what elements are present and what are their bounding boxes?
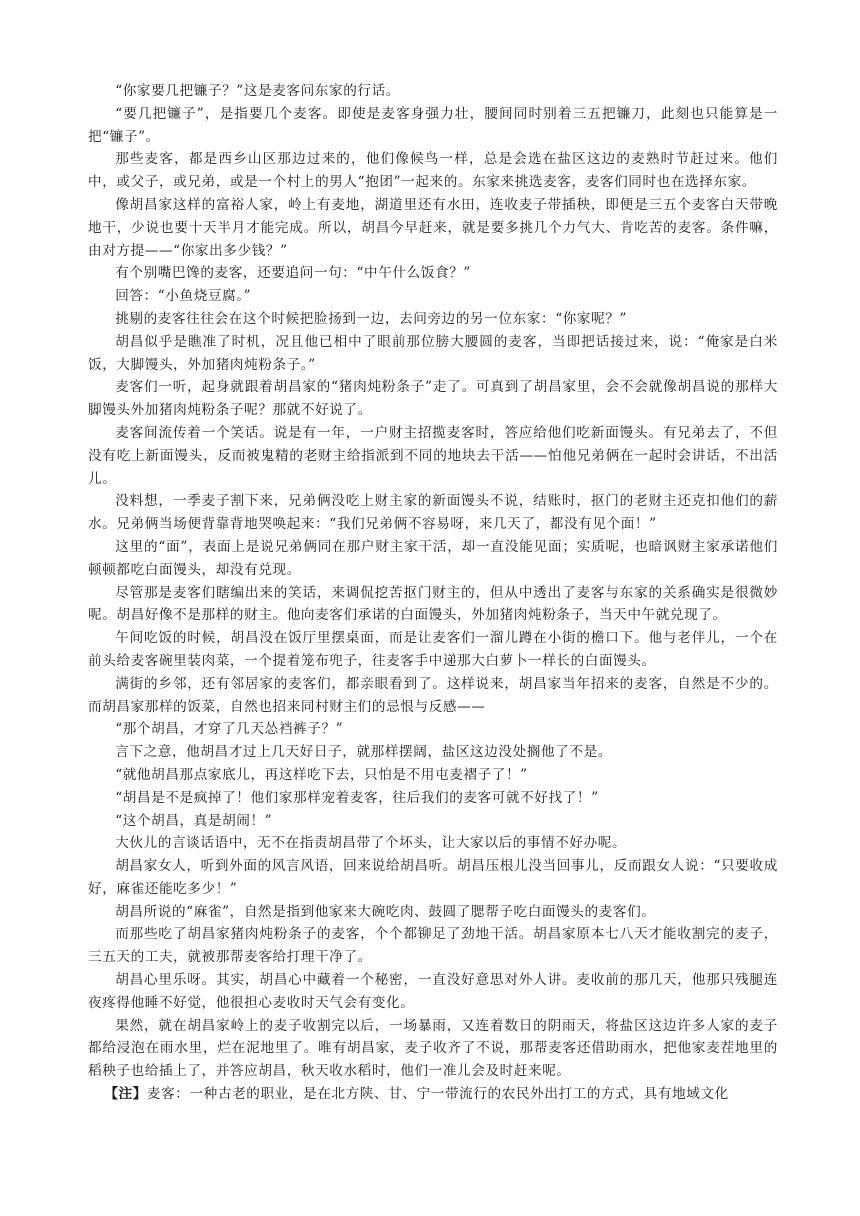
paragraph: 胡昌所说的“麻雀”，自然是指到他家来大碗吃肉、鼓圆了腮帮子吃白面馒头的麦客们。 xyxy=(115,903,656,920)
paragraph: 胡昌心里乐呀。其实，胡昌心中藏着一个秘密，一直没好意思对外人讲。麦收前的那几天，他那只残腿连夜疼得他睡不好觉，他很担心麦收时天气会有变化。 xyxy=(88,972,778,1011)
footnote xyxy=(88,1083,778,1106)
paragraph: 胡昌家女人，听到外面的风言风语，回来说给胡昌听。胡昌压根儿没当回事儿，反而跟女人说：“只要收成好，麻雀还能吃多少！” xyxy=(88,858,778,897)
paragraph: “就他胡昌那点家底儿，再这样吃下去，只怕是不用屯麦褶子了！” xyxy=(115,766,528,783)
paragraph: 言下之意，他胡昌才过上几天好日子，就那样摆阔，盐区这边没处搁他了不是。 xyxy=(115,744,612,761)
paragraph: 回答：“小鱼烧豆腐。” xyxy=(115,288,252,305)
paragraph: 麦客间流传着一个笑话。说是有一年，一户财主招揽麦客时，答应给他们吃新面馒头。有兄弟去了，不但没有吃上新面馒头，反而被鬼精的老财主给指派到不同的地块去干活——怕他兄弟俩在一起时会讲话，不出活儿。 xyxy=(88,424,778,487)
footnote-tag: 【注】 xyxy=(104,1086,147,1103)
paragraph: 有个别嘴巴馋的麦客，还要追问一句：“中午什么饭食？” xyxy=(115,265,471,282)
paragraph: 那些麦客，都是西乡山区那边过来的，他们像候鸟一样，总是会选在盐区这边的麦熟时节赶过来。他们中，或父子，或兄弟，或是一个村上的男人“抱团”一起来的。东家来挑选麦客，麦客们同时也在选择东家。 xyxy=(88,151,778,191)
paragraph: 胡昌似乎是瞧准了时机，况且他已相中了眼前那位膀大腰圆的麦客，当即把话接过来，说：“俺家是白米饭，大脚馒头，外加猪肉炖粉条子。” xyxy=(88,333,778,373)
article-body xyxy=(88,80,778,1106)
paragraph: 大伙儿的言谈话语中，无不在指责胡昌带了个坏头，让大家以后的事情不好办呢。 xyxy=(115,835,627,852)
paragraph: 满街的乡邻，还有邻居家的麦客们，都亲眼看到了。这样说来，胡昌家当年招来的麦客，自然是不少的。而胡昌家那样的饭菜，自然也招来同村财主们的忌恨与反感—— xyxy=(88,675,778,715)
paragraph: “你家要几把镰子？”这是麦客问东家的行话。 xyxy=(115,83,400,99)
paragraph: 麦客们一听，起身就跟着胡昌家的“猪肉炖粉条子”走了。可真到了胡昌家里，会不会就像胡昌说的那样大脚馒头外加猪肉炖粉条子呢？那就不好说了。 xyxy=(88,379,778,419)
paragraph: 这里的“面”，表面上是说兄弟俩同在那户财主家干活，却一直没能见面；实质呢，也暗讽财主家承诺他们顿顿都吃白面馒头，却没有兑现。 xyxy=(88,538,778,578)
paragraph: “这个胡昌，真是胡闹！” xyxy=(115,812,273,829)
paragraph: 像胡昌家这样的富裕人家，岭上有麦地，湖道里还有水田，连收麦子带插秧，即便是三五个麦客白天带晚地干，少说也要十天半月才能完成。所以，胡昌今早赶来，就是要多挑几个力气大、肯吃苦的麦客。条件嘛，由对方提——“你家出多少钱？” xyxy=(88,196,778,259)
paragraph: “那个胡昌，才穿了几天怂裆裤子？” xyxy=(115,721,344,738)
paragraph: 午间吃饭的时候，胡昌没在饭厅里摆桌面，而是让麦客们一溜儿蹲在小街的檐口下。他与老伴儿，一个在前头给麦客碗里装肉菜，一个提着笼布兜子，往麦客手中递那大白萝卜一样长的白面馒头。 xyxy=(88,630,778,669)
paragraph: 而那些吃了胡昌家猪肉炖粉条子的麦客，个个都铆足了劲地干活。胡昌家原本七八天才能收割完的麦子，三五天的工夫，就被那帮麦客给打理干净了。 xyxy=(88,926,778,966)
paragraph: 挑剔的麦客往往会在这个时候把脸扬到一边，去问旁边的另一位东家：“你家呢？” xyxy=(115,310,628,327)
paragraph: 尽管那是麦客们瞎编出来的笑话，来调侃挖苦抠门财主的，但从中透出了麦客与东家的关系确实是很微妙呢。胡昌好像不是那样的财主。他向麦客们承诺的白面馒头，外加猪肉炖粉条子，当天中午就兑现了。 xyxy=(88,584,778,624)
paragraph: 没料想，一季麦子割下来，兄弟俩没吃上财主家的新面馒头不说，结账时，抠门的老财主还克扣他们的薪水。兄弟俩当场便背靠背地哭唤起来：“我们兄弟俩不容易呀，来几天了，都没有见个面！” xyxy=(88,493,778,533)
footnote-text: 麦客：一种古老的职业，是在北方陕、甘、宁一带流行的农民外出打工的方式，具有地域文化 xyxy=(146,1086,729,1103)
paragraph: 果然，就在胡昌家岭上的麦子收割完以后，一场暴雨，又连着数日的阴雨天，将盐区这边许多人家的麦子都给浸泡在雨水里，烂在泥地里了。唯有胡昌家，麦子收齐了不说，那帮麦客还借助雨水，把他家麦茬地里的稻秧子也给插上了，并答应胡昌，秋天收水稻时，他们一准儿会及时赶来呢。 xyxy=(88,1017,778,1080)
paragraph: “胡昌是不是疯掉了！他们家那样宠着麦客，往后我们的麦客可就不好找了！” xyxy=(115,789,599,806)
paragraph: “要几把镰子”，是指要几个麦客。即使是麦客身强力壮，腰间同时别着三五把镰刀，此刻也只能算是一把“镰子”。 xyxy=(88,105,778,145)
